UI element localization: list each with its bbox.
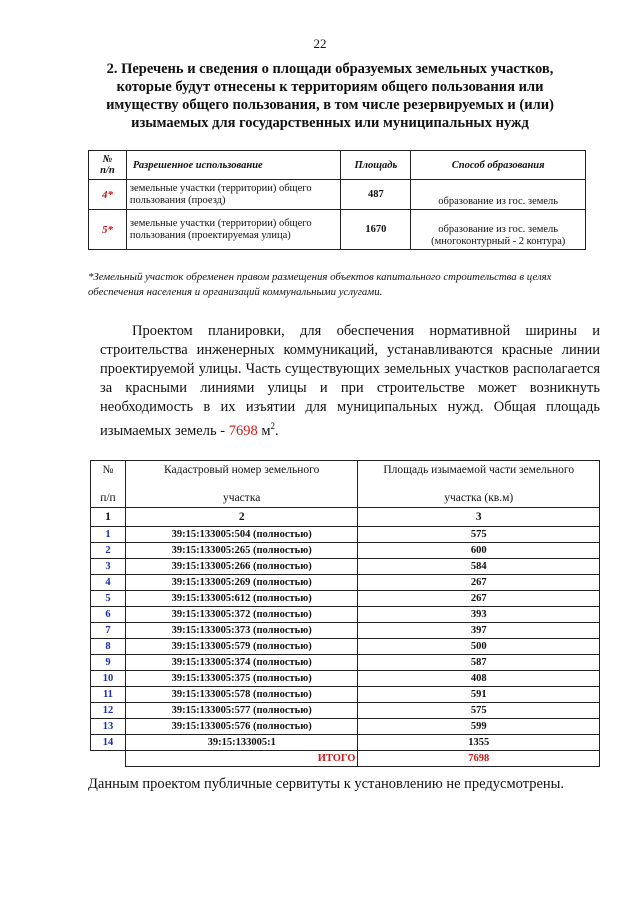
- row-seized-area: 587: [358, 655, 600, 671]
- page-number: 22: [313, 36, 327, 51]
- total-label: ИТОГО: [125, 751, 358, 767]
- section-title: 2. Перечень и сведения о площади образуемых земельных участков, которые будут отнесены к территориям общего пользования или имуществу общего пользования, в том числе резервируемых и (или) изымаемых для государственных или муниципальных нужд: [106, 61, 554, 131]
- header-num: [91, 461, 126, 508]
- row-num: 13: [91, 719, 126, 735]
- header-method: Способ образования: [411, 151, 586, 180]
- table-row: [91, 671, 600, 687]
- row-num: 5*: [89, 210, 127, 250]
- column-index: 1: [91, 508, 126, 527]
- header-cadastral-bottom: участка: [223, 492, 261, 504]
- row-cadastral-number: 39:15:133005:578 (полностью): [125, 687, 358, 703]
- row-cadastral-number: 39:15:133005:1: [125, 735, 358, 751]
- row-num: 1: [91, 527, 126, 543]
- row-seized-area: 575: [358, 703, 600, 719]
- table-row: [91, 623, 600, 639]
- row-num: 11: [91, 687, 126, 703]
- table-row: [91, 719, 600, 735]
- table-row: [91, 543, 600, 559]
- row-seized-area: 267: [358, 591, 600, 607]
- row-seized-area: 599: [358, 719, 600, 735]
- seized-land-table: [90, 460, 600, 767]
- row-seized-area: 397: [358, 623, 600, 639]
- row-seized-area: 591: [358, 687, 600, 703]
- table-row: [91, 735, 600, 751]
- row-num: 2: [91, 543, 126, 559]
- header-area: Площадь: [341, 151, 411, 180]
- header-use: Разрешенное использование: [126, 151, 341, 180]
- row-cadastral-number: 39:15:133005:265 (полностью): [125, 543, 358, 559]
- header-num-line2: п/п: [100, 165, 115, 176]
- row-num: 9: [91, 655, 126, 671]
- row-cadastral-number: 39:15:133005:612 (полностью): [125, 591, 358, 607]
- area-unit-superscript: 2: [270, 421, 275, 431]
- row-cadastral-number: 39:15:133005:269 (полностью): [125, 575, 358, 591]
- row-area: 487: [341, 180, 411, 210]
- row-seized-area: 584: [358, 559, 600, 575]
- row-seized-area: 600: [358, 543, 600, 559]
- area-unit: м: [257, 422, 271, 439]
- row-area: 1670: [341, 210, 411, 250]
- total-spacer: [91, 751, 126, 767]
- header-area-top: Площадь изымаемой части земельного: [383, 464, 575, 476]
- row-num: 3: [91, 559, 126, 575]
- row-seized-area: 575: [358, 527, 600, 543]
- row-cadastral-number: 39:15:133005:579 (полностью): [125, 639, 358, 655]
- table-row: [91, 575, 600, 591]
- row-cadastral-number: 39:15:133005:372 (полностью): [125, 607, 358, 623]
- row-seized-area: 267: [358, 575, 600, 591]
- column-index-row: [91, 508, 600, 527]
- total-area-value: 7698: [228, 422, 258, 439]
- header-num-bottom: п/п: [100, 492, 116, 504]
- row-num: 12: [91, 703, 126, 719]
- table-row: [91, 607, 600, 623]
- row-use: земельные участки (территории) общего пользования (проектируемая улица): [126, 210, 341, 250]
- row-num: 7: [91, 623, 126, 639]
- closing-statement: Данным проектом публичные сервитуты к установлению не предусмотрены.: [88, 776, 565, 792]
- total-value: 7698: [358, 751, 600, 767]
- row-cadastral-number: 39:15:133005:266 (полностью): [125, 559, 358, 575]
- table-row: [91, 559, 600, 575]
- row-num: 8: [91, 639, 126, 655]
- row-num: 14: [91, 735, 126, 751]
- table-row: [91, 639, 600, 655]
- header-area: [358, 461, 600, 508]
- paragraph-end: .: [275, 422, 279, 439]
- table-row: [91, 703, 600, 719]
- table-row: [89, 180, 586, 210]
- header-num: [89, 151, 127, 180]
- paragraph-text: Проектом планировки, для обеспечения нормативной ширины и строительства инженерных коммуникаций, устанавливаются красные линии проектируемой улицы. Часть существующих земельных участков располагается за красными линиями улицы и при строительстве может возникнуть необходимость в их изъятии для муниципальных нужд. Общая площадь изымаемых земель -: [100, 323, 600, 439]
- footnote: *Земельный участок обременен правом размещения объектов капитального строительства в целях обеспечения населения и организаций коммунальными услугами.: [88, 271, 552, 298]
- table-row: [89, 210, 586, 250]
- table-row: [91, 527, 600, 543]
- row-num: 4*: [89, 180, 127, 210]
- header-num-top: №: [102, 464, 114, 476]
- row-cadastral-number: 39:15:133005:504 (полностью): [125, 527, 358, 543]
- row-cadastral-number: 39:15:133005:375 (полностью): [125, 671, 358, 687]
- row-seized-area: 500: [358, 639, 600, 655]
- row-method: образование из гос. земель (многоконтурный - 2 контура): [411, 210, 586, 250]
- table-header-row: [89, 151, 586, 180]
- table-row: [91, 591, 600, 607]
- row-num: 6: [91, 607, 126, 623]
- row-cadastral-number: 39:15:133005:374 (полностью): [125, 655, 358, 671]
- land-plots-table: [88, 150, 586, 250]
- table-row: [91, 655, 600, 671]
- header-area-bottom: участка (кв.м): [444, 492, 514, 504]
- total-row: [91, 751, 600, 767]
- seized-land-rows: [91, 527, 600, 751]
- row-seized-area: 1355: [358, 735, 600, 751]
- column-index: 2: [125, 508, 358, 527]
- row-num: 4: [91, 575, 126, 591]
- row-cadastral-number: 39:15:133005:373 (полностью): [125, 623, 358, 639]
- row-num: 10: [91, 671, 126, 687]
- header-cadastral: [125, 461, 358, 508]
- header-num-line1: №: [102, 154, 113, 165]
- row-seized-area: 408: [358, 671, 600, 687]
- row-cadastral-number: 39:15:133005:576 (полностью): [125, 719, 358, 735]
- row-seized-area: 393: [358, 607, 600, 623]
- column-index: 3: [358, 508, 600, 527]
- table-row: [91, 687, 600, 703]
- table-header-row: [91, 461, 600, 508]
- header-cadastral-top: Кадастровый номер земельного: [164, 464, 320, 476]
- row-cadastral-number: 39:15:133005:577 (полностью): [125, 703, 358, 719]
- row-method: образование из гос. земель: [411, 180, 586, 210]
- row-use: земельные участки (территории) общего пользования (проезд): [126, 180, 341, 210]
- row-num: 5: [91, 591, 126, 607]
- body-paragraph: [100, 322, 600, 441]
